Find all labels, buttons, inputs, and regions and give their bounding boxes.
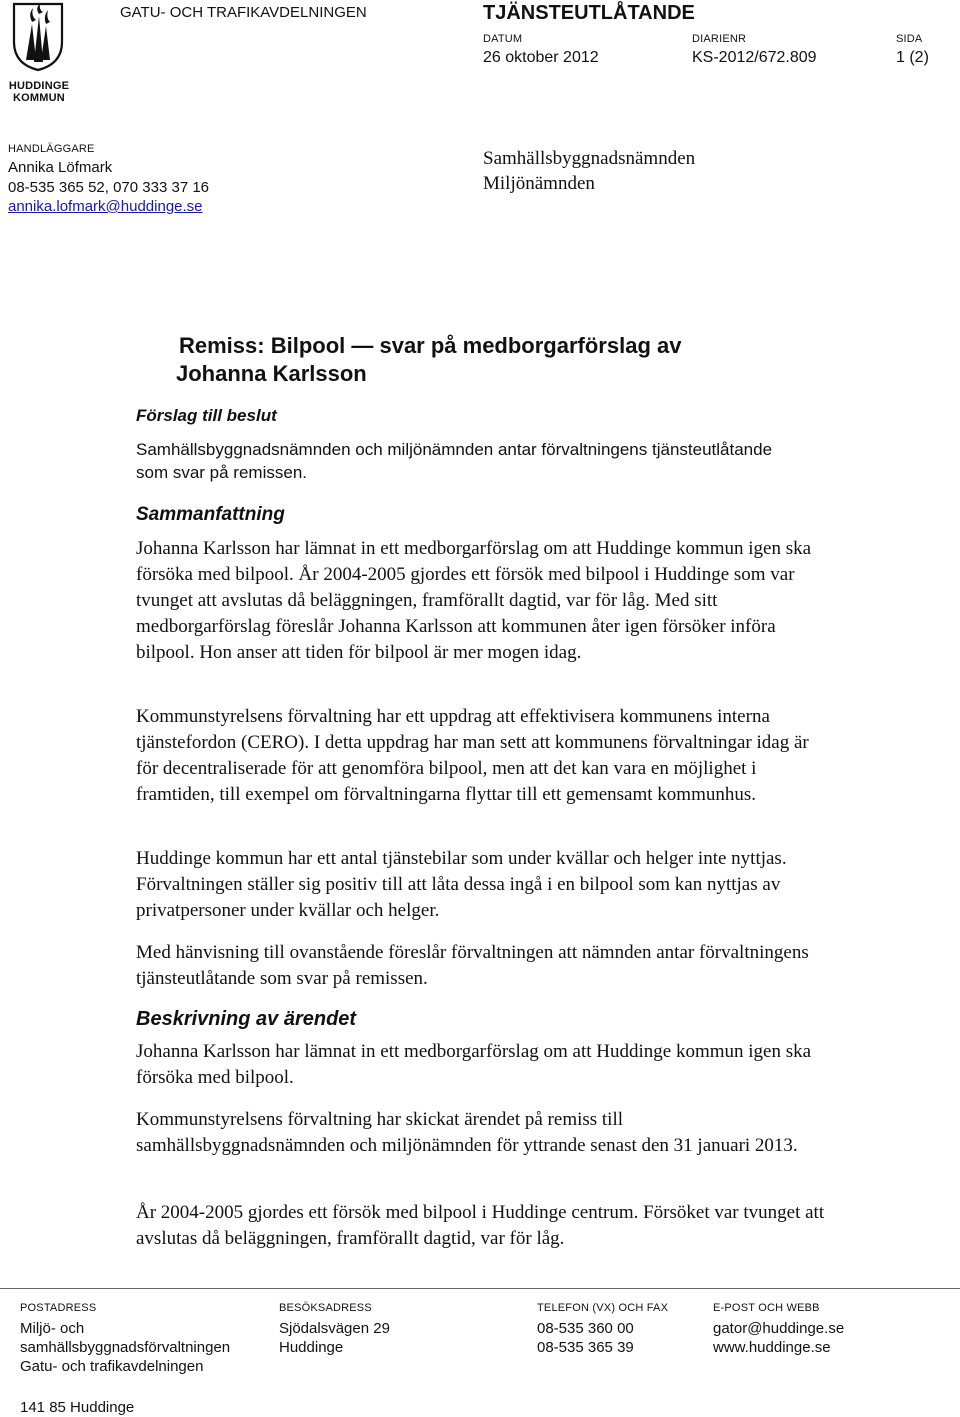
footer-line: Huddinge bbox=[279, 1339, 344, 1356]
footer-postal-label: POSTADRESS bbox=[20, 1302, 97, 1314]
footer-email-link[interactable]: gator@huddinge.se bbox=[713, 1320, 845, 1337]
footer-line: Sjödalsvägen 29 bbox=[279, 1320, 390, 1337]
handler-phone: 08-535 365 52, 070 333 37 16 bbox=[8, 179, 210, 196]
summary-paragraph: Kommunstyrelsens förvaltning har ett uppdrag att effektivisera kommunens interna tjänstefordon (CERO). I detta uppdrag har man sett att kommunens förvaltningar idag är för decentraliserade för att genomföra bilpool, men att det kan vara en möjlighet i framtiden, till exempel om förvaltningarna flyttar till ett gemensamt kommunhus. bbox=[136, 706, 809, 805]
reg-number-label: DIARIENR bbox=[692, 33, 747, 45]
proposal-text: Samhällsbyggnadsnämnden och miljönämnden antar förvaltningens tjänsteutlåtande som svar på remissen. bbox=[136, 440, 773, 482]
summary-heading: Sammanfattning bbox=[136, 504, 285, 525]
proposal-heading: Förslag till beslut bbox=[136, 406, 277, 425]
logo-text-line1: HUDDINGE bbox=[8, 80, 70, 92]
recipients bbox=[483, 146, 695, 196]
footer-visit-label: BESÖKSADRESS bbox=[279, 1302, 372, 1314]
footer-visit-address bbox=[279, 1319, 390, 1357]
date-label: DATUM bbox=[483, 33, 523, 45]
handler-label: HANDLÄGGARE bbox=[8, 143, 95, 155]
title-line: Remiss: Bilpool — svar på medborgarförslag av bbox=[179, 333, 682, 358]
summary-paragraph: Huddinge kommun har ett antal tjänstebilar som under kvällar och helger inte nyttjas. Förvaltningen ställer sig positiv till att låta dessa ingå i en bilpool som kan nyttjas av privatpersoner under kvällar och helger. bbox=[136, 848, 787, 921]
footer-email-web bbox=[713, 1319, 844, 1357]
logo-text-line2: KOMMUN bbox=[13, 92, 65, 104]
description-paragraph: År 2004-2005 gjordes ett försök med bilpool i Huddinge centrum. Försöket var tvunget att avslutas då beläggningen, framförallt dagtid, var för låg. bbox=[136, 1202, 825, 1249]
footer-phone-label: TELEFON (VX) OCH FAX bbox=[537, 1302, 669, 1314]
document-title bbox=[176, 332, 816, 388]
reg-number-value: KS-2012/672.809 bbox=[692, 49, 817, 66]
footer-postal-address bbox=[20, 1319, 230, 1376]
footer-web-label: E-POST OCH WEBB bbox=[713, 1302, 820, 1314]
department-name: GATU- OCH TRAFIKAVDELNINGEN bbox=[120, 4, 367, 21]
coat-of-arms-icon bbox=[12, 2, 64, 72]
page-value: 1 (2) bbox=[896, 49, 929, 66]
footer-divider bbox=[0, 1288, 960, 1289]
document-type: TJÄNSTEUTLÅTANDE bbox=[483, 2, 695, 24]
summary-paragraph: Johanna Karlsson har lämnat in ett medborgarförslag om att Huddinge kommun igen ska försöka med bilpool. År 2004-2005 gjordes ett försök med bilpool i Huddinge som var tvunget att avslutas då beläggningen, framförallt dagtid, var för låg. Med sitt medborgarförslag föreslår Johanna Karlsson att kommunen åter igen försöker införa bilpool. Hon anser att tiden för bilpool är mer mogen idag. bbox=[136, 538, 812, 663]
handler-name: Annika Löfmark bbox=[8, 159, 113, 176]
description-heading: Beskrivning av ärendet bbox=[136, 1008, 357, 1030]
title-line: Johanna Karlsson bbox=[176, 361, 367, 386]
footer-line: Miljö- och bbox=[20, 1320, 85, 1337]
description-paragraph: Kommunstyrelsens förvaltning har skickat ärendet på remiss till samhällsbyggnadsnämnden och miljönämnden för yttrande senast den 31 januari 2013. bbox=[136, 1109, 798, 1156]
huddinge-logo bbox=[8, 2, 68, 106]
footer-line: samhällsbyggnadsförvaltningen bbox=[20, 1339, 231, 1356]
summary-paragraph: Med hänvisning till ovanstående föreslår förvaltningen att nämnden antar förvaltningens tjänsteutlåtande som svar på remissen. bbox=[136, 942, 809, 989]
footer-line: 08-535 365 39 bbox=[537, 1339, 634, 1356]
date-value: 26 oktober 2012 bbox=[483, 49, 599, 66]
footer-postal-zip: 141 85 Huddinge bbox=[20, 1399, 135, 1416]
handler-email-link[interactable]: annika.lofmark@huddinge.se bbox=[8, 198, 203, 215]
recipient: Samhällsbyggnadsnämnden bbox=[483, 148, 696, 169]
footer-web-link[interactable]: www.huddinge.se bbox=[713, 1339, 831, 1356]
footer-line: Gatu- och trafikavdelningen bbox=[20, 1358, 204, 1375]
recipient: Miljönämnden bbox=[483, 173, 595, 194]
page-label: SIDA bbox=[896, 33, 923, 45]
footer-phone-numbers bbox=[537, 1319, 634, 1357]
description-paragraph: Johanna Karlsson har lämnat in ett medborgarförslag om att Huddinge kommun igen ska försöka med bilpool. bbox=[136, 1041, 812, 1088]
footer-line: 08-535 360 00 bbox=[537, 1320, 634, 1337]
